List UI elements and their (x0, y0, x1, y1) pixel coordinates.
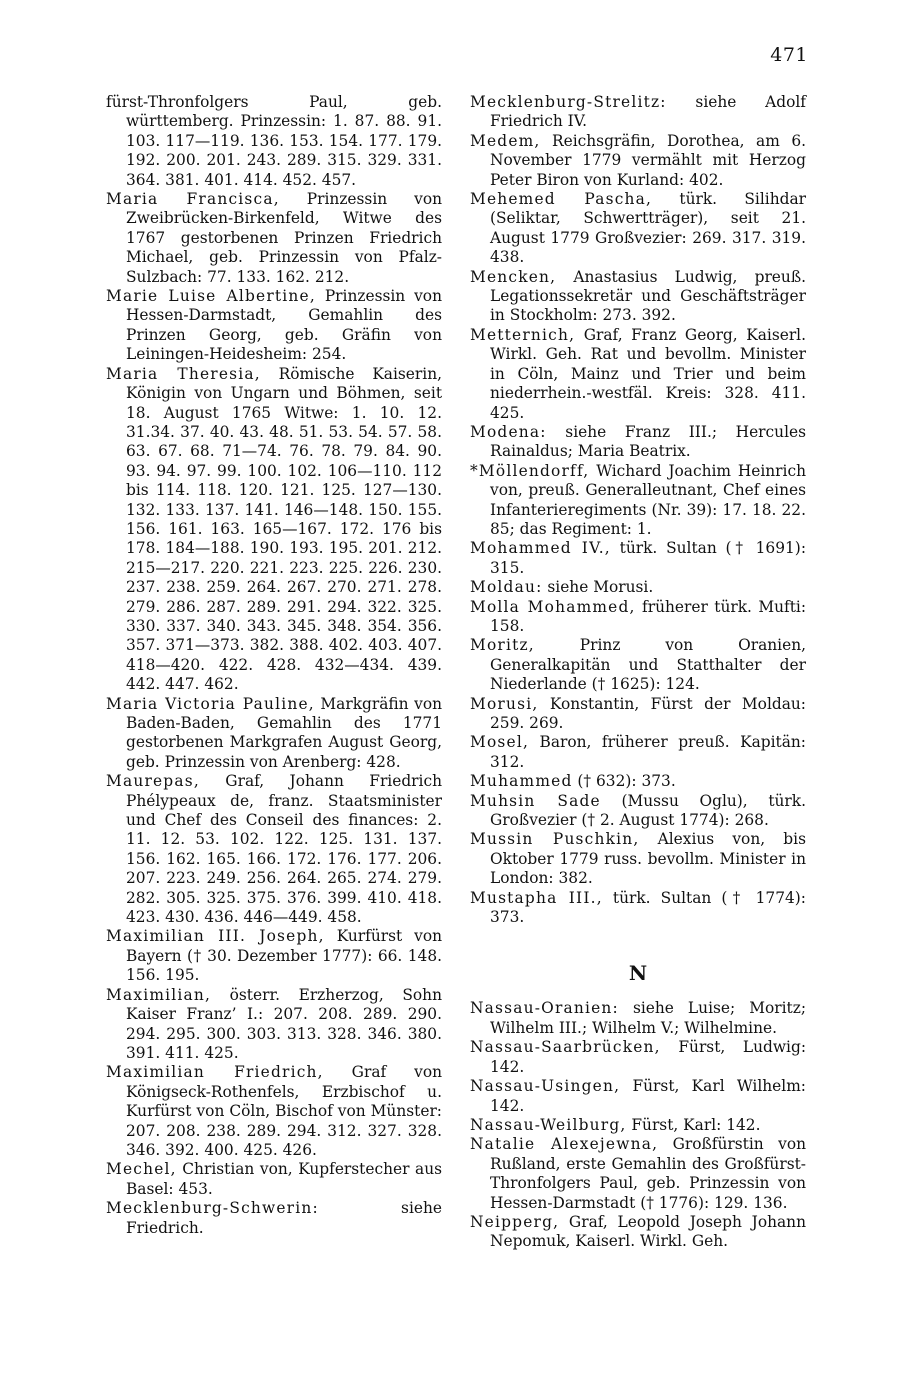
index-entry (470, 1038, 806, 1077)
entry-text: siehe Adolf Friedrich IV. (490, 93, 806, 131)
entry-head: Nassau-Saarbrücken, (470, 1038, 661, 1057)
entry-head: Maximilian III. Joseph, (106, 927, 325, 946)
entry-text: siehe Morusi. (542, 578, 654, 597)
entry-head: *Möllendorff, (470, 461, 590, 480)
index-entry (470, 1135, 806, 1213)
entry-head: Mosel, (470, 733, 530, 752)
entry-head: Muhammed (470, 772, 573, 791)
index-entry (470, 190, 806, 268)
entry-text: Fürst, Karl: 142. (626, 1115, 761, 1134)
index-entry (470, 1077, 806, 1116)
index-column-left (106, 93, 442, 1238)
index-entry (470, 132, 806, 190)
entry-head: Moldau: (470, 578, 543, 597)
index-entry (106, 695, 442, 773)
entry-text: siehe Franz III.; Hercules Rainaldus; Maria Beatrix. (490, 422, 806, 461)
entry-text: Christian von, Kupferstecher aus Basel: 453. (126, 1160, 442, 1198)
page-number: 471 (770, 44, 808, 66)
entry-head: Medem, (470, 131, 541, 150)
index-column-right (470, 93, 806, 1252)
entry-head: Nassau-Weilburg, (470, 1115, 627, 1134)
index-entry (470, 462, 806, 540)
index-entry (470, 1116, 806, 1135)
index-entry (470, 695, 806, 734)
entry-head: Mecklenburg-Schwerin: (106, 1199, 319, 1218)
entry-text: türk. Silihdar (Seliktar, Schwertträger), seit 21. August 1779 Großvezier: 269. 317. 319. 438. (490, 190, 806, 267)
index-entry (470, 423, 806, 462)
index-entry (470, 830, 806, 888)
entry-head: Mecklenburg-Strelitz: (470, 93, 667, 111)
entry-head: Mussin Puschkin, (470, 830, 640, 849)
entry-text: Alexius von, bis Oktober 1779 russ. bevollm. Minister in London: 382. (490, 830, 806, 888)
index-entry (106, 190, 442, 287)
entry-text: Großfürstin von Rußland, erste Gemahlin des Großfürst-Thronfolgers Paul, geb. Prinzessin von Hessen-Darmstadt († 1776): 129. 136. (490, 1135, 806, 1212)
index-entry (106, 1199, 442, 1238)
index-entry (470, 772, 806, 791)
entry-text: Baron, früherer preuß. Kapitän: 312. (490, 733, 806, 771)
entry-head: Neipperg, (470, 1212, 560, 1231)
entry-text: österr. Erzherzog, Sohn Kaiser Franz’ I.: 207. 208. 289. 290. 294. 295. 300. 303. 313. 328. 346. 380. 391. 411. 425. (126, 985, 442, 1062)
entry-text: früherer türk. Mufti: 158. (490, 597, 807, 635)
entry-head: Metternich, (470, 325, 576, 344)
entry-text: Anastasius Ludwig, preuß. Legationssekretär und Geschäftsträger in Stockholm: 273. 392. (490, 267, 806, 325)
entry-head: Molla Mohammed, (470, 597, 636, 616)
index-entry (106, 772, 442, 927)
entry-text: türk. Sultan († 1774): 373. (490, 888, 806, 927)
index-entry (106, 1063, 442, 1160)
index-entry (106, 1160, 442, 1199)
entry-head: Moritz, (470, 636, 535, 655)
entry-head: Natalie Alexejewna, (470, 1135, 659, 1154)
entry-text: Reichsgräfin, Dorothea, am 6. November 1779 vermählt mit Herzog Peter Biron von Kurland: 402. (490, 131, 806, 189)
entry-text: Markgräfin von Baden-Baden, Gemahlin des 1771 gestorbenen Markgrafen August Georg, geb. Prinzessin von Arenberg: 428. (126, 694, 443, 771)
entry-text: türk. Sultan († 1691): 315. (490, 539, 806, 577)
entry-head: Mustapha III., (470, 888, 603, 907)
entry-text: Prinz von Oranien, Generalkapitän und Statthalter der Niederlande († 1625): 124. (490, 636, 806, 694)
entry-text: Römische Kaiserin, Königin von Ungarn und Böhmen, seit 18. August 1765 Witwe: 1. 10. 12. 31.34. 37. 40. 43. 48. 51. 53. 54. 57. 58. 63. 67. 68. 71—74. 76. 78. 79. 84. 90. 93. 94. 97. 99. 100. 102. 106—110. 112 bis 114. 118. 120. 121. 125. 127—130. 132. 133. 137. 141. 146—148. 150. 155. 156. 161. 163. 165—167. 172. 176 bis 178. 184—188. 190. 193. 195. 201. 212. 215—217. 220. 221. 223. 225. 226. 230. 237. 238. 259. 264. 267. 270. 271. 278. 279. 286. 287. 289. 291. 294. 322. 325. 330. 337. 340. 343. 345. 348. 354. 356. 357. 371—373. 382. 388. 402. 403. 407. 418—420. 422. 428. 432—434. 439. 442. 447. 462. (126, 364, 442, 694)
entry-text: Konstantin, Fürst der Moldau: 259. 269. (490, 694, 806, 732)
entry-head: Maurepas, (106, 772, 200, 791)
entry-text: Prinzessin von Hessen-Darmstadt, Gemahlin des Prinzen Georg, geb. Gräfin von Leiningen-Heidesheim: 254. (126, 287, 442, 364)
entry-text: Graf von Königseck-Rothenfels, Erzbischof u. Kurfürst von Cöln, Bischof von Münster: 207. 208. 238. 289. 294. 312. 327. 328. 346. 392. 400. 425. 426. (126, 1063, 443, 1159)
entry-head: Nassau-Oranien: (470, 999, 619, 1018)
index-entry (470, 792, 806, 831)
index-entry (106, 986, 442, 1064)
index-entry (470, 889, 806, 928)
entry-head: Marie Luise Albertine, (106, 287, 316, 306)
entry-text: Wichard Joachim Heinrich von, preuß. Generalleutnant, Chef eines Infanterieregiments (Nr. 39): 17. 18. 22. 85; das Regiment: 1. (490, 461, 806, 538)
index-entry (470, 999, 806, 1038)
entry-text: Graf, Leopold Joseph Johann Nepomuk, Kaiserl. Wirkl. Geh. (490, 1212, 806, 1251)
entry-text: (Mussu Oglu), türk. Großvezier († 2. August 1774): 268. (490, 791, 807, 830)
index-entry (470, 598, 806, 637)
entry-head: Maria Victoria Pauline, (106, 694, 315, 713)
entry-head: Mencken, (470, 267, 557, 286)
index-entry (106, 287, 442, 365)
entry-text: Fürst, Ludwig: 142. (490, 1038, 806, 1076)
index-entry (470, 636, 806, 694)
index-entry (106, 365, 442, 695)
entry-text: siehe Friedrich. (126, 1199, 442, 1237)
entry-head: Mohammed IV., (470, 539, 611, 558)
entry-text: Prinzessin von Zweibrücken-Birkenfeld, Witwe des 1767 gestorbenen Prinzen Friedrich Michael, geb. Prinzessin von Pfalz-Sulzbach: 77. 133. 162. 212. (126, 190, 443, 286)
entry-head: Maximilian, (106, 985, 212, 1004)
index-entry (106, 927, 442, 985)
entry-head: Maximilian Friedrich, (106, 1063, 324, 1082)
entry-head: Mechel, (106, 1160, 177, 1179)
entry-head: Maria Theresia, (106, 364, 261, 383)
section-letter-heading: N (628, 961, 648, 986)
entry-head: Maria Francisca, (106, 190, 280, 209)
entry-head: Mehemed Pascha, (470, 190, 653, 209)
index-entry (470, 326, 806, 423)
entry-text: Graf, Franz Georg, Kaiserl. Wirkl. Geh. Rat und bevollm. Minister in Cöln, Mainz und Trier und beim niederrhein.-westfäl. Kreis: 328. 411. 425. (490, 325, 806, 422)
index-entry (470, 93, 806, 132)
index-entry (470, 1213, 806, 1252)
entry-head: Nassau-Usingen, (470, 1077, 621, 1096)
index-entry (470, 539, 806, 578)
entry-text: Kurfürst von Bayern († 30. Dezember 1777): 66. 148. 156. 195. (126, 927, 442, 985)
entry-text: Fürst, Karl Wilhelm: 142. (490, 1077, 806, 1115)
entry-head: Morusi, (470, 694, 539, 713)
entry-head: Modena: (470, 422, 547, 441)
entry-text: Graf, Johann Friedrich Phélypeaux de, franz. Staatsminister und Chef des Conseil des finances: 2. 11. 12. 53. 102. 122. 125. 131. 137. 156. 162. 165. 166. 172. 176. 177. 206. 207. 223. 249. 256. 264. 265. 274. 279. 282. 305. 325. 375. 376. 399. 410. 418. 423. 430. 436. 446—449. 458. (126, 772, 442, 927)
index-entry (470, 268, 806, 326)
entry-head: Muhsin Sade (470, 791, 601, 810)
index-entry (106, 93, 442, 190)
index-entry (470, 733, 806, 772)
entry-text: fürst-Thronfolgers Paul, geb. württemberg. Prinzessin: 1. 87. 88. 91. 103. 117—119. 136. 153. 154. 177. 179. 192. 200. 201. 243. 289. 315. 329. 331. 364. 381. 401. 414. 452. 457. (106, 93, 442, 189)
entry-text: († 632): 373. (572, 772, 676, 791)
entry-text: siehe Luise; Moritz; Wilhelm III.; Wilhelm V.; Wilhelmine. (490, 999, 806, 1037)
index-entry (470, 578, 806, 597)
